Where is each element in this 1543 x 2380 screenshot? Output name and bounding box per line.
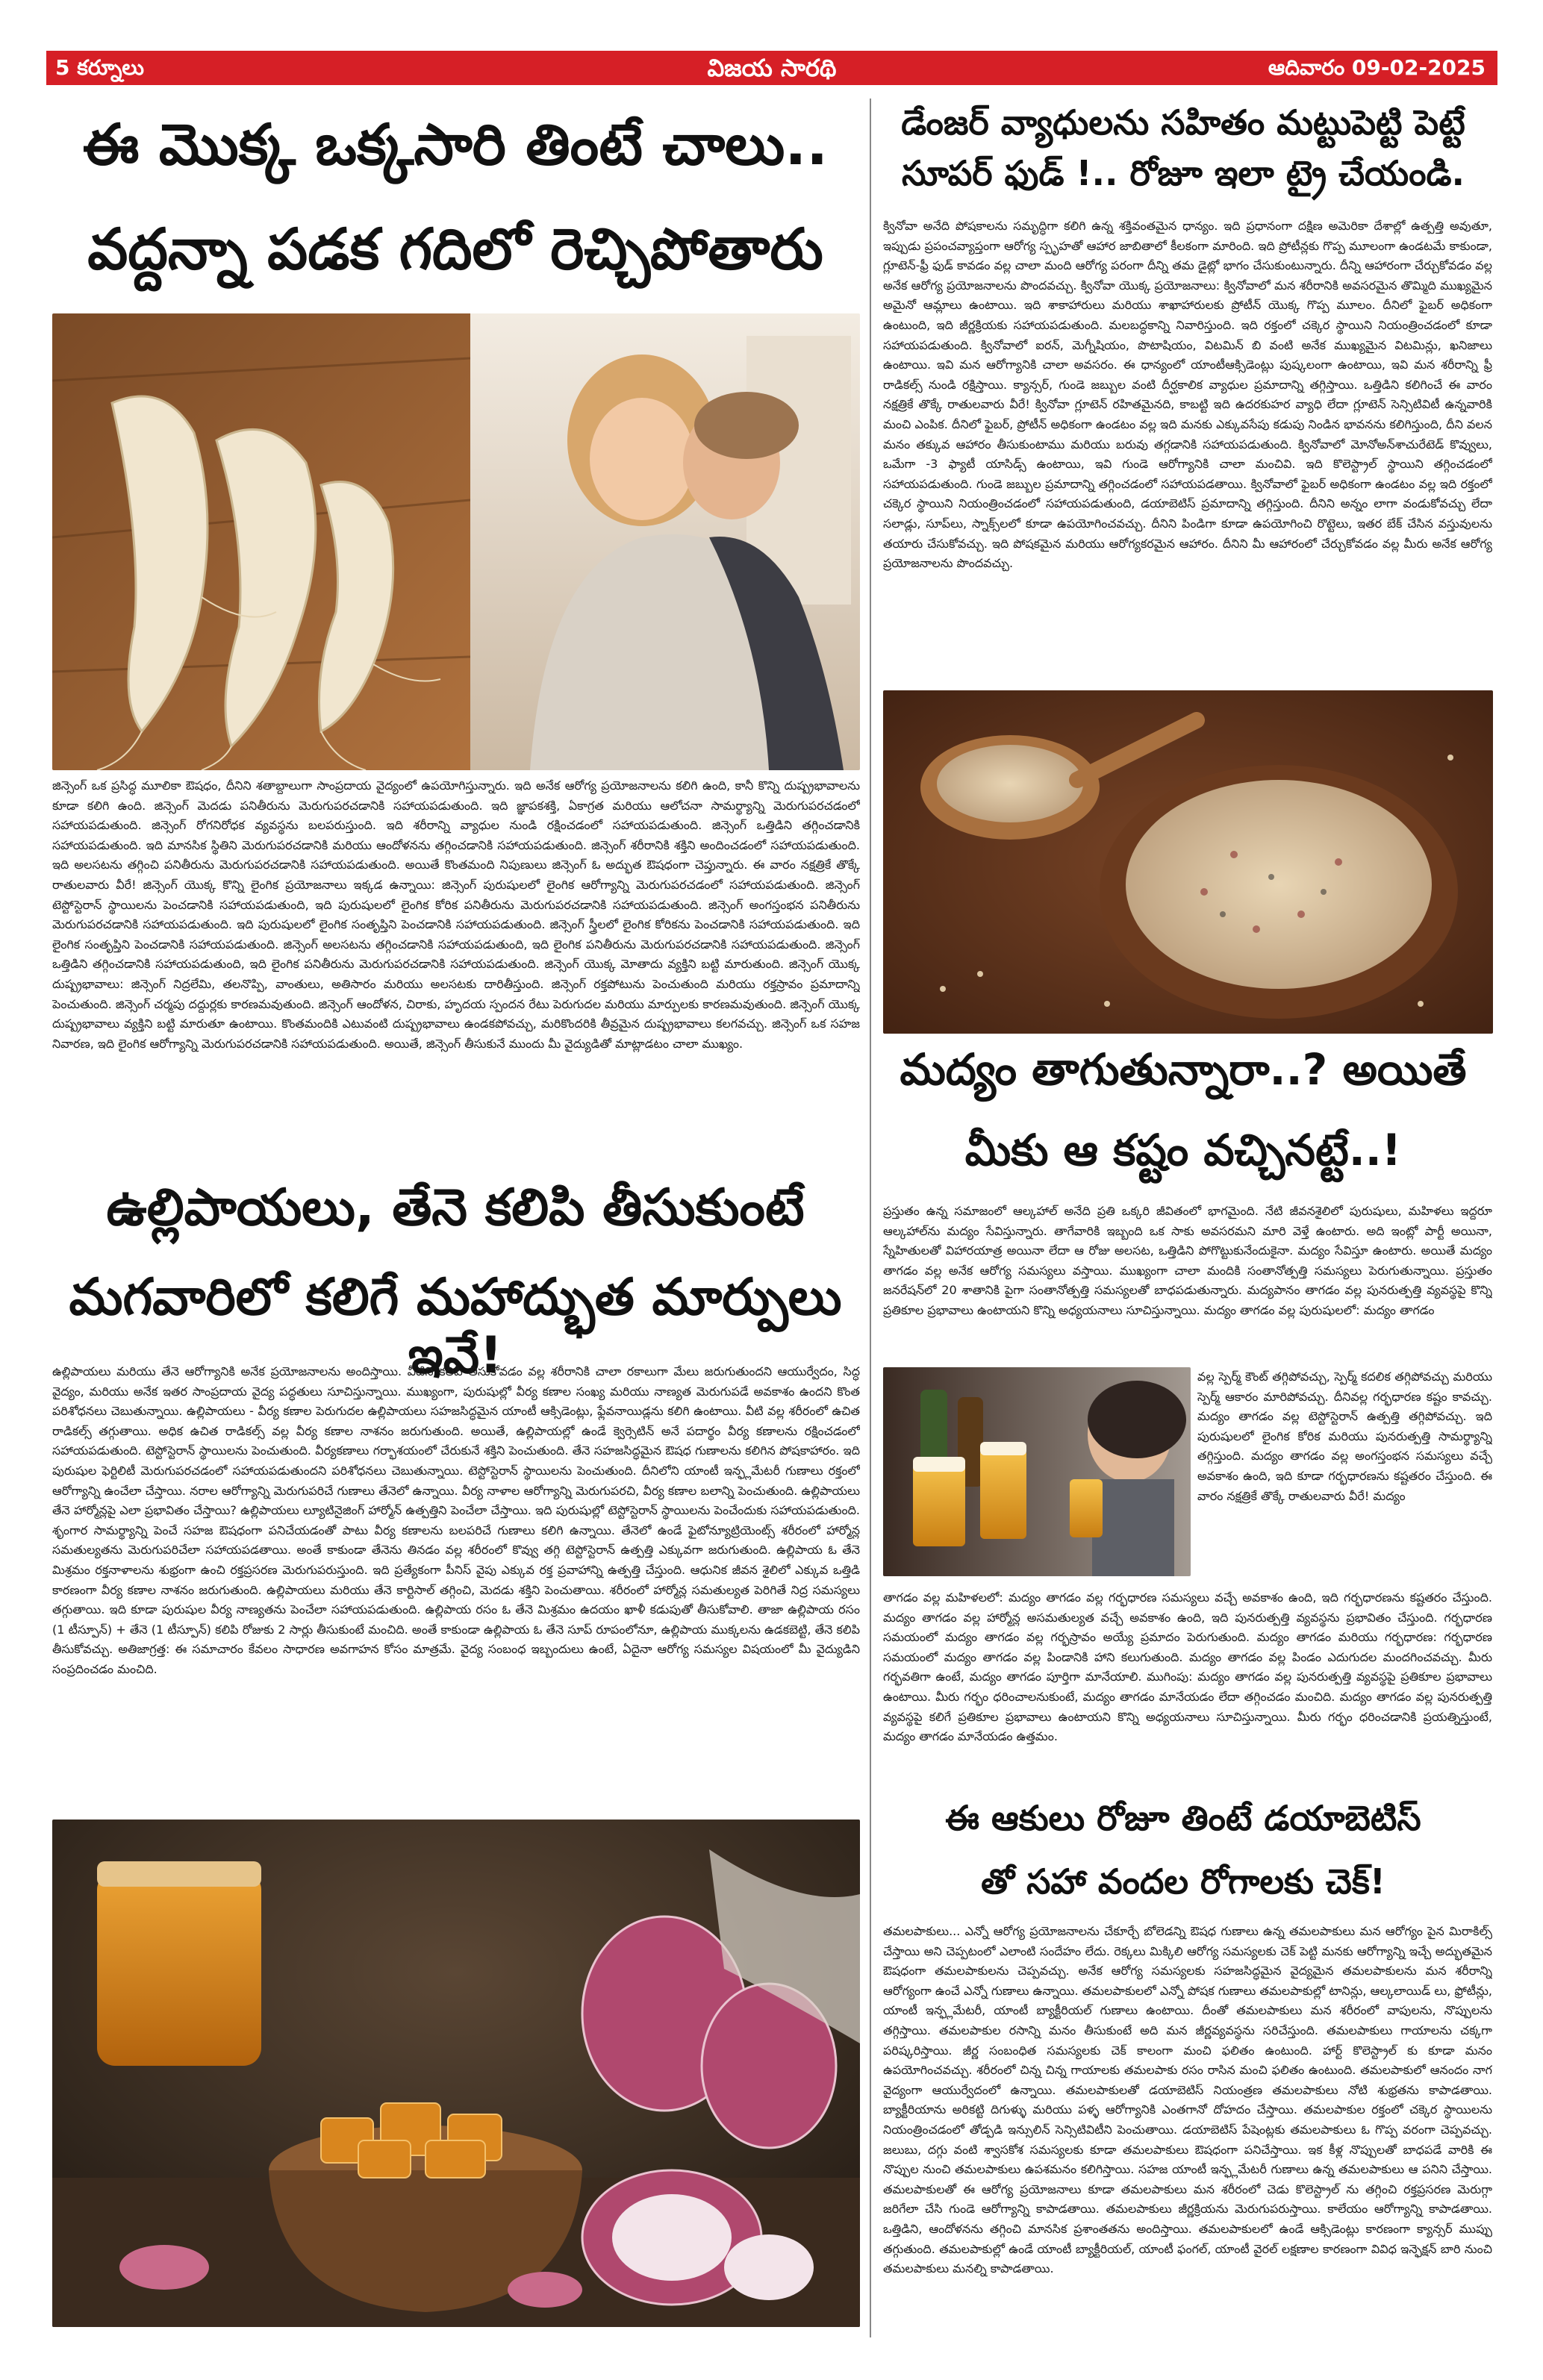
quinoa-body: క్వినోవా అనేది పోషకాలను సమృద్ధిగా కలిగి ఉన్న శక్తివంతమైన ధాన్యం. ఇది ప్రధానంగా దక్షిణ అమెరికా దేశాల్లో ఉత్పత్తి అవుతూ, ఇప్పుడు ప్రపంచవ్యాప్తంగా ఆరోగ్య స్పృహతో ఆహార జాబితాలో కీలకంగా మారింది. ఇది ప్రోటీన్లకు గొప్ప మూలంగా ఉండటమే కాకుండా, గ్లూటెన్-ఫ్రీ ఫుడ్ కావడం వల్ల చాలా మంది ఆరోగ్య పరంగా దీన్ని తమ డైట్లో భాగం చేసుకుంటున్నారు. దీన్ని ఆహారంగా చేర్చుకోవడం వల్ల అనేక ఆరోగ్య ప్రయోజనాలను పొందవచ్చు. క్వినోవా యొక్క ప్రయోజనాలు: క్వినోవాలో మన శరీరానికి అవసరమైన తొమ్మిది ముఖ్యమైన అమైనో ఆమ్లాలు ఉంటాయి. ఇది శాకాహారులు మరియు శాఖాహారులకు ప్రోటీన్ యొక్క గొప్ప మూలం. దీనిలో ఫైబర్ అధికంగా ఉంటుంది, ఇది జీర్ణక్రియకు సహాయపడుతుంది. మలబద్ధకాన్ని నివారిస్తుంది. ఇది రక్తంలో చక్కెర స్థాయిని నియంత్రించడంలో కూడా సహాయపడుతుంది. క్వినోవాలో ఐరన్, మెగ్నీషియం, పొటాషియం, విటమిన్ బి వంటి అనేక ముఖ్యమైన విటమిన్లు, ఖనిజాలు ఉంటాయి. ఇవి మన ఆరోగ్యానికి చాలా అవసరం. ఈ ధాన్యంలో యాంటీఆక్సిడెంట్లు పుష్కలంగా ఉంటాయి, ఇవి మన శరీరాన్ని ఫ్రీ రాడికల్స్ నుండి రక్షిస్తాయి. క్యాన్సర్, గుండె జబ్బుల వంటి దీర్ఘకాలిక వ్యాధుల ప్రమాదాన్ని తగ్గిస్తాయి. ఒత్తిడిని కలిగించే ఈ వారం నక్షత్రికే తొక్కే రాతులవారు వీరే! క్వినోవా గ్లూటెన్ రహితమైనది, కాబట్టి ఇది ఉదరకుహర వ్యాధి లేదా గ్లూటెన్ సెన్సిటివిటీ ఉన్నవారికి మంచి ఎంపిక. దీనిలో ఫైబర్, ప్రోటీన్ అధికంగా ఉండటం వల్ల ఇది మనకు ఎక్కువసేపు కడుపు నిండిన భావనను కలిగిస్తుంది, దీని వలన మనం తక్కువ ఆహారం తీసుకుంటాము మరియు బరువు తగ్గడానికి సహాయపడుతుంది. క్వినోవాలో మోనోఅన్‌శాచురేటెడ్ కొవ్వులు, ఒమేగా -3 ఫ్యాటీ యాసిడ్స్ ఉంటాయి, ఇవి గుండె ఆరోగ్యానికి చాలా మంచివి. ఇది కొలెస్ట్రాల్ స్థాయిని తగ్గించడంలో సహాయపడుతుంది. గుండె జబ్బుల ప్రమాదాన్ని తగ్గించడంలో సహాయపడతాయి. క్వినోవాలో ఫైబర్ అధికంగా ఉండటం వల్ల ఇది రక్తంలో చక్కెర స్థాయిని నియంత్రించడంలో సహాయపడుతుంది, డయాబెటిస్ ప్రమాదాన్ని తగ్గిస్తుంది. దీనిని అన్నం లాగా వండుకోవచ్చు లేదా సలాడ్లు, సూప్‌లు, స్నాక్స్‌లలో కూడా ఉపయోగించవచ్చు. దీనిని పిండిగా కూడా ఉపయోగించి రొట్టెలు, ఇతర బేక్ చేసిన వస్తువులను తయారు చేసుకోవచ్చు. ఇది పోషకమైన మరియు ఆరోగ్యకరమైన ఆహారం. దీనిని మీ ఆహారంలో చేర్చుకోవడం వల్ల మీరు అనేక ఆరోగ్య ప్రయోజనాలను పొందవచ్చు. (883, 219, 1492, 571)
alcohol-headline-2: మీకు ఆ కష్టం వచ్చినట్టే..! (964, 1125, 1402, 1175)
quinoa-photo (883, 690, 1493, 1034)
alcohol-body-bottom: తాగడం వల్ల మహిళలలో: మద్యం తాగడం వల్ల గర్భధారణ సమస్యలు వచ్చే అవకాశం ఉంది, ఇది గర్భధారణను కష్టతరం చేస్తుంది. మద్యం తాగడం వల్ల హార్మోన్ల అసమతుల్యత వచ్చే అవకాశం ఉంది, ఇది పునరుత్పత్తి వ్యవస్థను ప్రభావితం చేస్తుంది. గర్భధారణ సమయంలో మద్యం తాగడం వల్ల గర్భస్రావం అయ్యే ప్రమాదం పెరుగుతుంది. మద్యం తాగడం మరియు గర్భధారణ: గర్భధారణ సమయంలో మద్యం తాగడం వల్ల పిండానికి హాని కలుగుతుంది. మద్యం తాగడం వల్ల పిండం ఎదుగుదల మందగించవచ్చు. మీరు గర్భవతిగా ఉంటే, మద్యం తాగడం పూర్తిగా మానేయాలి. ముగింపు: మద్యం తాగడం వల్ల పునరుత్పత్తి వ్యవస్థపై ప్రతికూల ప్రభావాలు ఉంటాయి. మీరు గర్భం ధరించాలనుకుంటే, మద్యం తాగడం మానేయడం లేదా తగ్గించడం మంచిది. మద్యం తాగడం వల్ల పునరుత్పత్తి వ్యవస్థపై కలిగే ప్రతికూల ప్రభావాలు ఉంటాయని కొన్ని అధ్యయనాలు సూచిస్తున్నాయి. మీరు గర్భం ధరించడానికి ప్రయత్నిస్తుంటే, మద్యం తాగడం మానేయడం ఉత్తమం. (883, 1590, 1492, 1744)
ginseng-headline-1: ఈ మొక్క ఒక్కసారి తింటే చాలు.. (82, 111, 829, 178)
betel-body: తమలపాకులు... ఎన్నో ఆరోగ్య ప్రయోజనాలను చేకూర్చే బోలెడన్ని ఔషధ గుణాలు ఉన్న తమలపాకులు మన ఆరోగ్యం పైన మిరాకిల్స్ చేస్తాయి అని చెప్పటంలో ఎలాంటి సందేహం లేదు. రెక్కలు మిక్కిలి ఆరోగ్య సమస్యలకు చెక్ పెట్టి మనకు ఆరోగ్యాన్ని ఇచ్చే అద్భుతమైన ఔషధంగా తమలపాకులను చెప్పవచ్చు. అనేక ఆరోగ్య సమస్యలకు సహజసిద్ధమైన వైద్యమైన తమలపాకులను మన శరీరాన్ని ఆరోగ్యంగా ఉంచే ఎన్నో గుణాలు ఉన్నాయి. తమలపాకులలో ఎన్నో పోషక గుణాలు తమలపాకుల్లో టానిన్లు, ఆల్కలాయిడ్ లు, ఫ్రోటీన్లు, యాంటీ ఇన్ఫ్లమేటరీ, యాంటీ బ్యాక్టీరియల్ గుణాలు ఉంటాయి. దీంతో తమలపాకులు మన శరీరంలో వాపులను, నొప్పులను తగ్గిస్తాయి. తమలపాకుల రసాన్ని మనం తీసుకుంటే అది మన జీర్ణవ్యవస్థను సరిచేస్తుంది. తమలపాకులు గాయాలను చక్కగా పరిష్కరిస్తాయి. జీర్ణ సంబంధిత సమస్యలకు చెక్ కాలంగా మంచి ఫలితం ఉంటుంది. హార్ట్ కొలెస్ట్రాల్ కు కూడా మనం ఉపయోగించవచ్చు. శరీరంలో చిన్న చిన్న గాయాలకు తమలపాకు రసం రాసిన మంచి ఫలితం ఉంటుంది. తమలపాకులో ఆనందం నాగ వైద్యంగా ఆయుర్వేదంలో ఉన్నాయి. తమలపాకులతో డయాబెటిస్ నియంత్రణ తమలపాకులు నోటి శుభ్రతను కాపాడతాయి. బ్యాక్టీరియాను అరికట్టి దిగుళ్ళు మరియు పళ్ళ ఆరోగ్యానికి ఎంతగానో దోహదం చేస్తాయి. తమలపాకుల రక్తంలో చక్కెర స్థాయిలను నియంత్రించడంలో తోడ్పడి ఇన్సులిన్ సెన్సిటివిటీని పెంచుతాయి. డయాబెటిస్ పేషెంట్లకు తమలపాకులు ఓ గొప్ప వరంగా చెప్పవచ్చు. జలుబు, దగ్గు వంటి శ్వాసకోశ సమస్యలకు కూడా తమలపాకులు ఔషధంగా పనిచేస్తాయి. ఇక కీళ్ల నొప్పులతో బాధపడే వారికి ఈ నొప్పుల నుంచి తమలపాకులు ఉపశమనం కలిగిస్తాయి. సహజ యాంటీ ఇన్ఫ్లమేటరీ గుణాలు ఉన్న తమలపాకులు ఆ పనిని చేస్తాయి. తమలపాకులతో ఈ ఆరోగ్య ప్రయోజనాలు కూడా తమలపాకులు మన శరీరంలో చెడు కొలెస్ట్రాల్ ను తగ్గించి రక్తప్రసరణ మెరుగ్గా జరిగేలా చేసి గుండె ఆరోగ్యాన్ని కాపాడతాయి. తమలపాకులు జీర్ణక్రియను మెరుగుపరుస్తాయి. కాలేయం ఆరోగ్యాన్ని కాపాడతాయి. ఒత్తిడిని, ఆందోళనను తగ్గించి మానసిక ప్రశాంతతను అందిస్తాయి. తమలపాకులలో ఉండే ఆక్సిడెంట్లు కారణంగా క్యాన్సర్ ముప్పు తగ్గుతుంది. తమలపాకుల్లో ఉండే యాంటీ బ్యాక్టీరియల్, యాంటీ ఫంగల్, యాంటీ వైరల్ లక్షణాల కారణంగా వివిధ ఇన్ఫెక్షన్ బారి నుంచి తమలపాకులు మనల్ని కాపాడతాయి. (883, 1924, 1492, 2276)
onion-honey-photo (52, 1820, 860, 2327)
masthead-bar (46, 51, 1497, 85)
ginseng-body: జిన్సెంగ్ ఒక ప్రసిద్ధ మూలికా ఔషధం, దీనిని శతాబ్దాలుగా సాంప్రదాయ వైద్యంలో ఉపయోగిస్తున్నారు. ఇది అనేక ఆరోగ్య ప్రయోజనాలను కలిగి ఉంది, కానీ కొన్ని దుష్ప్రభావాలను కూడా కలిగి ఉంది. జిన్సెంగ్ మెదడు పనితీరును మెరుగుపరచడానికి సహాయపడుతుంది. ఇది జ్ఞాపకశక్తి, ఏకాగ్రత మరియు ఆలోచనా సామర్థ్యాన్ని మెరుగుపరచడంలో సహాయపడుతుంది. జిన్సెంగ్ రోగనిరోధక వ్యవస్థను బలపరుస్తుంది. ఇది శరీరాన్ని వ్యాధుల నుండి రక్షించడంలో సహాయపడుతుంది. జిన్సెంగ్ ఒత్తిడిని తగ్గించడానికి సహాయపడుతుంది. ఇది మానసిక స్థితిని మెరుగుపరచడానికి మరియు ఆందోళనను తగ్గించడానికి సహాయపడుతుంది. జిన్సెంగ్ శరీరానికి శక్తిని అందించడంలో సహాయపడుతుంది. ఇది అలసటను తగ్గించి పనితీరును మెరుగుపరచడానికి సహాయపడుతుంది. అయితే కొంతమంది నిపుణులు జిన్సెంగ్ ఓ అద్భుత ఔషధంగా చెప్తున్నారు. ఈ వారం నక్షత్రికే తొక్కే రాతులవారు వీరే! జిన్సెంగ్ యొక్క కొన్ని లైంగిక ప్రయోజనాలు ఇక్కడ ఉన్నాయి: జిన్సెంగ్ పురుషులలో లైంగిక ఆరోగ్యాన్ని మెరుగుపరచడంలో సహాయపడుతుంది. జిన్సెంగ్ టెస్టోస్టెరాన్ స్థాయిలను పెంచడానికి సహాయపడుతుంది, ఇది పురుషులలో లైంగిక కోరిక పనితీరును మెరుగుపరచడానికి సహాయపడుతుంది. జిన్సెంగ్ అంగస్తంభన పనితీరును మెరుగుపరచడానికి సహాయపడుతుంది. ఇది పురుషులలో లైంగిక సంతృప్తిని పెంచడానికి సహాయపడుతుంది. జిన్సెంగ్ స్త్రీలలో లైంగిక కోరికను పెంచడానికి సహాయపడుతుంది. ఇది లైంగిక సంతృప్తిని పెంచడానికి సహాయపడుతుంది. జిన్సెంగ్ అలసటను తగ్గించడానికి సహాయపడుతుంది, ఇది లైంగిక పనితీరును మెరుగుపరచడానికి సహాయపడుతుంది. జిన్సెంగ్ ఒత్తిడిని తగ్గించడానికి సహాయపడుతుంది, ఇది లైంగిక పనితీరును మెరుగుపరచడానికి సహాయపడుతుంది. జిన్సెంగ్ యొక్క మోతాదు వ్యక్తిని బట్టి మారుతుంది. జిన్సెంగ్ యొక్క దుష్ప్రభావాలు: జిన్సెంగ్ నిద్రలేమి, తలనొప్పి, వాంతులు, అతిసారం మరియు అలసటకు దారితీస్తుంది. జిన్సెంగ్ రక్తపోటును పెంచుతుంది మరియు రక్తస్రావం ప్రమాదాన్ని పెంచుతుంది. జిన్సెంగ్ చర్మపు దద్దుర్లకు కారణమవుతుంది. జిన్సెంగ్ ఆందోళన, చిరాకు, హృదయ స్పందన రేటు పెరుగుదల మరియు మార్పులకు కారణమవుతుంది. జిన్సెంగ్ యొక్క దుష్ప్రభావాలు వ్యక్తిని బట్టి మారుతూ ఉంటాయి. కొంతమందికి ఎటువంటి దుష్ప్రభావాలు ఉండకపోవచ్చు, మరికొందరికి తీవ్రమైన దుష్ప్రభావాలు కలగవచ్చు. జిన్సెంగ్ ఒక సహజ నివారణ, ఇది లైంగిక ఆరోగ్యాన్ని మెరుగుపరచడానికి సహాయపడుతుంది. అయితే, జిన్సెంగ్ తీసుకునే ముందు మీ వైద్యుడితో మాట్లాడటం చాలా ముఖ్యం. (52, 778, 860, 1051)
alcohol-body-wrap: వల్ల స్పెర్మ్ కౌంట్ తగ్గిపోవచ్చు, స్పెర్మ్ కదలిక తగ్గిపోవచ్చు మరియు స్పెర్మ్ ఆకారం మారిపోవచ్చు. దీనివల్ల గర్భధారణ కష్టం కావచ్చు. మద్యం తాగడం వల్ల టెస్టోస్టెరాన్ ఉత్పత్తి తగ్గిపోవచ్చు. ఇది పురుషులలో లైంగిక కోరిక మరియు పునరుత్పత్తి సామర్థ్యాన్ని తగ్గిస్తుంది. మద్యం తాగడం వల్ల అంగస్తంభన సమస్యలు వచ్చే అవకాశం ఉంది, ఇది కూడా గర్భధారణను కష్టతరం చేస్తుంది. ఈ వారం నక్షత్రికే తొక్కే రాతులవారు వీరే! మద్యం (1197, 1369, 1492, 1503)
quinoa-headline-1: డేంజర్ వ్యాధులను సహితం మట్టుపెట్టి పెట్టే (901, 102, 1465, 143)
alcohol-headline-1: మద్యం తాగుతున్నారా..? అయితే (900, 1044, 1467, 1095)
onion-body: ఉల్లిపాయలు మరియు తేనె ఆరోగ్యానికి అనేక ప్రయోజనాలను అందిస్తాయి. వీటిని కలిపి తీసుకోవడం వల్ల శరీరానికి చాలా రకాలుగా మేలు జరుగుతుందని ఆయుర్వేదం, సిద్ధ వైద్యం, మరియు అనేక ఇతర సాంప్రదాయ వైద్య పద్ధతులు సూచిస్తున్నాయి. ముఖ్యంగా, పురుషుల్లో వీర్య కణాల సంఖ్య మరియు నాణ్యత మెరుగుపడే అవకాశం ఉందని కొంత పరిశోధనలు చెబుతున్నాయి. ఉల్లిపాయలు - వీర్య కణాల పెరుగుదల ఉల్లిపాయలు సహజసిద్ధమైన యాంటీ ఆక్సిడెంట్లు, ఫ్లేవనాయిడ్లను కలిగి ఉంటాయి. వీటి వల్ల శరీరంలో ఉచిత రాడికల్స్ తగ్గుతాయి. అధిక ఉచిత రాడికల్స్ వల్ల వీర్య కణాల నాశనం జరుగుతుంది. అయితే, ఉల్లిపాయల్లో ఉండే క్వెర్సెటిన్ అనే పదార్థం వీర్య కణాలను రక్షించడంలో సహాయపడుతుంది. టెస్టోస్టెరాన్ స్థాయిలను పెంచుతుంది. వీర్యకణాలు గర్భాశయంలో చేరుకునే శక్తిని పెంచుతుంది. తేనె సహజసిద్ధమైన ఔషధ గుణాలను కలిగిన పోషకాహారం. ఇది పురుషుల ఫెర్టిలిటీ మెరుగుపరచడంలో సహాయపడుతుందని పరిశోధనలు చెబుతున్నాయి. టెస్టోస్టెరాన్ స్థాయిలను పెంచుతుంది. దీనిలోని యాంటీ ఇన్ఫ్లమేటరీ గుణాలు రక్తంలో ఆరోగ్యాన్ని ఉంచేలా చేస్తాయి. నరాల ఆరోగ్యాన్ని మెరుగుపరిచే గుణాలు తేనెలో ఉన్నాయి. వీర్య నాళాల ఆరోగ్యాన్ని మెరుగుపరచి, వీర్య కణాల బలాన్ని పెంచుతుంది. ఉల్లిపాయలు తేనె హార్మోన్లపై ఎలా ప్రభావితం చేస్తాయి? ఉల్లిపాయలు ల్యూటినైజింగ్ హార్మోన్ ఉత్పత్తిని పెంచేలా చేస్తాయి. ఇది పురుషుల్లో టెస్టోస్టెరాన్ స్థాయిలను పెంచేందుకు సహాయపడుతుంది. శృంగార సామర్థ్యాన్ని పెంచే సహజ ఔషధంగా పనిచేయడంతో పాటు వీర్య కణాలను బలపరిచే గుణాలు కలిగి ఉన్నాయి. తేనెలో ఉండే ఫైటోన్యూట్రియెంట్స్ శరీరంలో హార్మోన్ల సమతుల్యతను మెరుగుపరిచేలా సహాయపడతాయి. అంతే కాకుండా తేనెను తినడం వల్ల శరీరంలో కొవ్వు తగ్గి టెస్టోస్టెరాన్ ఉత్పత్తి ఎక్కువగా జరుగుతుంది. ఉల్లిపాయ ఓ తేనె మిశ్రమం రక్తనాళాలను శుభ్రంగా ఉంచి రక్తప్రసరణ మెరుగుపరుస్తుంది. ఇది ప్రత్యేకంగా పీనిస్ వైపు ఎక్కువ రక్త ప్రవాహాన్ని ఉత్పత్తి చేస్తుంది. ఆధునిక జీవన శైలిలో ఎక్కువ ఒత్తిడి కారణంగా వీర్య కణాల నాశనం జరుగుతుంది. ఉల్లిపాయలు మరియు తేనె కార్టిసాల్ తగ్గించి, మెదడు శక్తిని పెంచుతాయి. శరీరంలో హార్మోన్ల సమతుల్యత పెరిగితే నిద్ర సమస్యలు తగ్గుతాయి. ఇది కూడా పురుషుల వీర్య నాణ్యతను పెంచేలా సహాయపడుతుంది. ఉల్లిపాయ రసం ఓ తేనె మిశ్రమం ఉదయం ఖాళీ కడుపుతో తీసుకోవాలి. తాజా ఉల్లిపాయ రసం (1 టీస్పూన్) + తేనె (1 టీస్పూన్) కలిపి రోజుకు 2 సార్లు తీసుకుంటే మంచిది. అంతే కాకుండా ఉల్లిపాయ ఓ తేనె సూప్ రూపంలోనూ, ఉల్లిపాయ ముక్కలను ఉడకబెట్టి, తేనె కలిపి తీసుకోవచ్చు. అతిజాగ్రత్త: ఈ సమాచారం కేవలం సాధారణ అవగాహన కోసం మాత్రమే. వైద్య సంబంధ ఇబ్బందులు ఉంటే, ఏదైనా ఆరోగ్య సమస్యల విషయంలో మీ వైద్యుడిని సంప్రదించడం మంచిది. (52, 1364, 860, 1676)
ginseng-headline-2: వద్దన్నా పడక గదిలో రెచ్చిపోతారు (87, 216, 823, 282)
betel-headline-2: తో సహా వందల రోగాలకు చెక్! (981, 1861, 1385, 1902)
quinoa-headline-2: సూపర్ ఫుడ్ !.. రోజూ ఇలా ట్రై చేయండి. (901, 153, 1465, 193)
alcohol-cheers-photo (883, 1367, 1191, 1576)
onion-headline-1: ఉల్లిపాయలు, తేనె కలిపి తీసుకుంటే (106, 1178, 805, 1237)
paper-name: విజయ సారథి (707, 54, 837, 82)
onion-headline-2: మగవారిలో కలిగే మహాద్భుత మార్పులు ఇవే! (69, 1268, 842, 1386)
alcohol-body-top: ప్రస్తుతం ఉన్న సమాజంలో ఆల్కహాల్ అనేది ప్రతి ఒక్కరి జీవితంలో భాగమైంది. నేటి జీవనశైలిలో పురుషులు, మహిళలు ఇద్దరూ ఆల్కహాల్‌ను మద్యం సేవిస్తున్నారు. తాగేవారికి ఇబ్బంది ఒక సాకు అవసరమని మారి వెళ్తే ఉంటారు. అది ఇంట్లో పార్టీ అయినా, స్నేహితులతో విహారయాత్ర అయినా లేదా ఆ రోజు అలసట, ఒత్తిడిని పోగొట్టుకునేందుకైనా. మద్యం సేవిస్తూ ఉంటారు. అయితే మద్యం తాగడం వల్ల అనేక ఆరోగ్య సమస్యలు వస్తాయి. ముఖ్యంగా చాలా మందికి సంతానోత్పత్తి సమస్యలు పెరుగుతున్నాయి. ప్రస్తుతం జనరేషన్‌లో 20 శాతానికి పైగా సంతానోత్పత్తి సమస్యలతో బాధపడుతున్నారు. మద్యపానం తాగడం వల్ల పునరుత్పత్తి వ్యవస్థపై కొన్ని ప్రతికూల ప్రభావాలు ఉంటాయని కొన్ని అధ్యయనాలు సూచిస్తున్నాయి. మద్యం తాగడం వల్ల పురుషులలో: మద్యం తాగడం (883, 1204, 1492, 1317)
betel-headline-1: ఈ ఆకులు రోజూ తింటే డయాబెటిస్ (945, 1798, 1421, 1838)
issue-date: ఆదివారం 09-02-2025 (1268, 55, 1486, 80)
page-edition: 5 కర్నూలు (55, 55, 144, 80)
ginseng-couple-photo (52, 313, 860, 770)
column-divider (870, 99, 871, 2337)
